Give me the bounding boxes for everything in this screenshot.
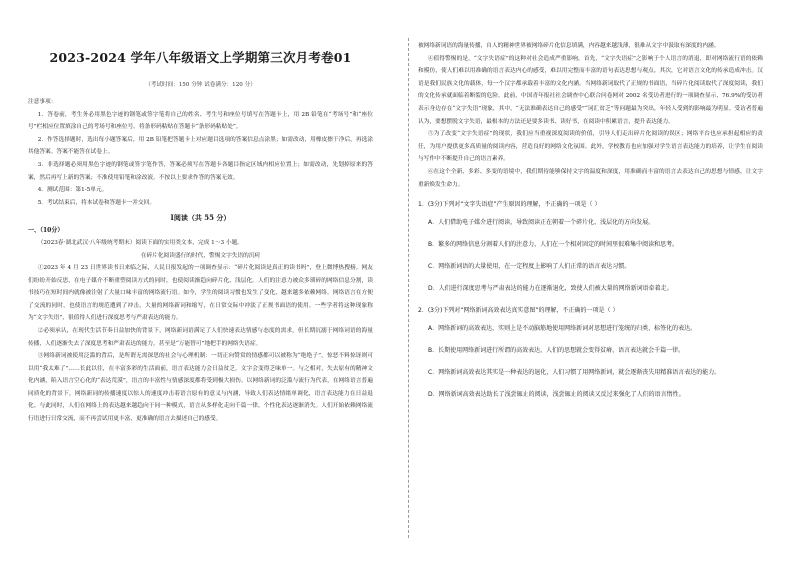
exam-info: （考试时间：150 分钟 试卷满分：120 分） bbox=[145, 82, 256, 88]
article-paragraph: ⑤为了改变“文字失语症”的现状，我们应当重视深度阅读的价值，引导人们走出碎片化阅读的误区；网络平台也应承担起相应的责任，为用户提供更多高质量的阅读内容，营造良好的网络文化氛围。此外，学校教育也应加强对学生语言表达能力的培养，让学生在阅读与写作中不断提升自己的语言素养。 bbox=[418, 131, 763, 163]
question-1-option-a[interactable]: A．人们借助电子媒介进行阅读，导致阅读正在朝着一个碎片化、浅层化的方向发展。 bbox=[428, 219, 655, 227]
question-2-option-c[interactable]: C．网络新词高效表达其实是一种表达的退化，人们习惯了用网络新词，就会逐渐丧失用精准语言表达的能力。 bbox=[428, 369, 721, 377]
reading-intro: （2023春·湖北武汉·八年级统考期末）阅读下面的实用类文本，完成 1～3 小题。 bbox=[37, 240, 243, 247]
note-item: 2．作答选择题时，选出每小题答案后，用 2B 铅笔把答题卡上对应题目选项的答案信息点涂黑；如需改动，用橡皮擦干净后，再选涂其他答案。答案不能答在试卷上。 bbox=[28, 136, 373, 156]
article-paragraph: ③网络新词被使用泛滥的背后，是所谓无需深思的社会与心理机制：一切正向赞赏的情感都可以被称为“绝绝子”，惊恶不料惊讶则可以用“我太难了”……长此以往，在丰富多彩的生活面前，语言表达能力会日益贫乏，文字会变得乏味单一。与之相对，失去原有的精神文化内涵，陷入语言空心化的“表达荒漠”，语言的丰富性与情感深度都将受到极大损伤。以网络新词的泛滥与流行为代表，在网络语言普遍同质化的背景下，网络新词的传播速度以惊人的速度冲击着语言原有的意义与内涵，导致人们表达情绪单调化，语言表达能力在日益退化。与此同时，人们在网络上的表达越来越趋向于同一种模式，语言从多样化走向千篇一律，个性化表达逐渐消失。人们开始依赖网络流行语进行日常交流，而不再尝试用更丰富、更准确的语言去描述自己的感受。 bbox=[28, 353, 373, 423]
question-1-options bbox=[418, 217, 763, 295]
question-2-option-a[interactable]: A．网络新词的高效表达，实则上是不动脑筋地使用网络新词对思想进行笼统的归类、标签化的表达。 bbox=[428, 325, 697, 333]
column-divider bbox=[408, 38, 409, 538]
article-paragraph: 被网络新词语的海量传播，自人的精神世界被网络碎片化信息填满，内容越来越浅薄，很难从文字中汲取有深度的内涵。 bbox=[418, 43, 720, 49]
article-paragraph: ④值得警惕的是，“文字失语症”的这种对社会造成严重影响，首先，“文字失语症”之影响于个人语言的消退，即对网络流行语的依赖和模仿，使人们难以用准确的语言表达内心的感受，难以用完整而丰富的语句表达思想与观点。其次，它对语言文化的传承造成冲击。汉语是我们民族文化的载体，每一个汉字都承载着丰富的文化内涵。当网络新词取代了正规的书面语，当碎片化阅读取代了深度阅读，我们的文化传承就面临着断裂的危险。此前，中国青年报社社会调查中心联合问卷网对 2002 名受访者进行的一项调查显示，76.9%的受访者表示身边存在“文字失语”现象，其中，“无法准确表达自己的感受”“词汇贫乏”等问题最为突出，年轻人受到的影响最为明显。受访者普遍认为，要想摆脱文字失语，最根本的方法还是要多读书、读好书，在阅读中积累语言，提升表达能力。 bbox=[418, 55, 763, 125]
right-column bbox=[418, 40, 763, 411]
question-2-stem: 2．(3分)下列对“网络新词高效表达真实意图”的理解，不正确的一项是（ ） bbox=[418, 307, 619, 315]
question-2-options bbox=[418, 323, 763, 401]
note-item: 3．非选择题必须用黑色字迹的钢笔或签字笔作答，答案必须写在答题卡各题目指定区域内相应位置上；如需改动，先划掉原来的答案，然后再写上新的答案；不准使用铅笔和涂改液。不按以上要求作答的答案无效。 bbox=[28, 161, 373, 181]
question-2-option-b[interactable]: B．长期使用网络新词进行所谓的高效表达，人们的思想就会变得贫瘠，语言表达就会千篇一律。 bbox=[428, 347, 685, 355]
question-1-option-d[interactable]: D．人们进行深度思考与严肃表达的能力在逐渐退化，致使人们被大量的网络新词语牵着走。 bbox=[428, 285, 673, 293]
article-title: 在碎片化阅读盛行的时代，警惕文字失语的沉疴 bbox=[140, 252, 261, 259]
notes-heading: 注意事项： bbox=[28, 99, 57, 105]
note-item: 1．答卷前，考生务必用黑色字迹的钢笔或签字笔将自己的姓名、考生号和座位号填写在答题卡上，用 2B 铅笔在“考场号”和“座位号”栏相应位置填涂自己的考场号和座位号。将条形码粘贴在答题卡“条形码粘贴处”。 bbox=[28, 111, 373, 131]
exam-title: 2023-2024 学年八年级语文上学期第三次月考卷01 bbox=[49, 50, 352, 65]
article-paragraph: ①2023 年 4 月 23 日世界读书日来临之际，人民日报发起的一项调查显示：“碎片化阅读是真正的读书吗”，登上微博热搜榜。网友们纷纷开始反思，在电子媒介不断重塑阅读方式的同时，也使阅读渐趋向碎片化、浅层化。人们的注意力被众多琐碎的网络信息分割，读书技巧在短时间内就像被注射了大量口味丰富的网络流行语。如今，学生的阅读习惯也发生了变化，越来越多依赖网络。网络语言在方便了交流的同时，也使语言的规范遭到了冲击，大量的网络新词和缩写，在日常交际中冲淡了正规书面语的使用。一些学者将这种现象称为“文字失语”，很值得人们进行深度思考与严肃表达的能力。 bbox=[28, 264, 373, 322]
question-1-option-b[interactable]: B．繁多的网络信息分割着人们的注意力，人们在一个相对固定的时间里很难集中阅读和思考。 bbox=[428, 241, 679, 249]
note-item: 4．测试范围：第1-5单元。 bbox=[37, 187, 108, 194]
question-1-option-c[interactable]: C．网络新词语的大量使用，在一定程度上影响了人们正常的语言表达习惯。 bbox=[428, 263, 631, 271]
article-paragraph: ②必须承认，在现代生活节奏日益加快的背景下，网络新词语满足了人们快速表达情感与态度的需求，但长期沉溺于网络词语的海量传播，人们逐渐失去了深度思考和严肃表达的能力，甚至是“万能替可”地把手的网络失语症。 bbox=[28, 327, 373, 347]
part-heading: 一、（10分） bbox=[28, 227, 64, 235]
article-paragraph: ⑥在这个全新、多彩、多变的语境中，我们期待能够保持文字的温度和深度，用准确而丰富的语言去表达自己的思想与情感，让文字重新焕发生命力。 bbox=[418, 168, 763, 188]
section-title: Ⅰ阅读（共 55 分） bbox=[170, 213, 231, 223]
question-1-stem: 1．(3分)下列对“文字失语症”产生原因的理解，不正确的一项是（ ） bbox=[418, 201, 601, 209]
note-item: 5．考试结束后，将本试卷和答题卡一并交回。 bbox=[37, 199, 156, 206]
left-column bbox=[28, 40, 373, 426]
question-2-option-d[interactable]: D．网络新词高效表达助长了浅尝辄止的阅读，浅尝辄止的阅读又反过来强化了人们的语言惰性。 bbox=[428, 391, 685, 399]
